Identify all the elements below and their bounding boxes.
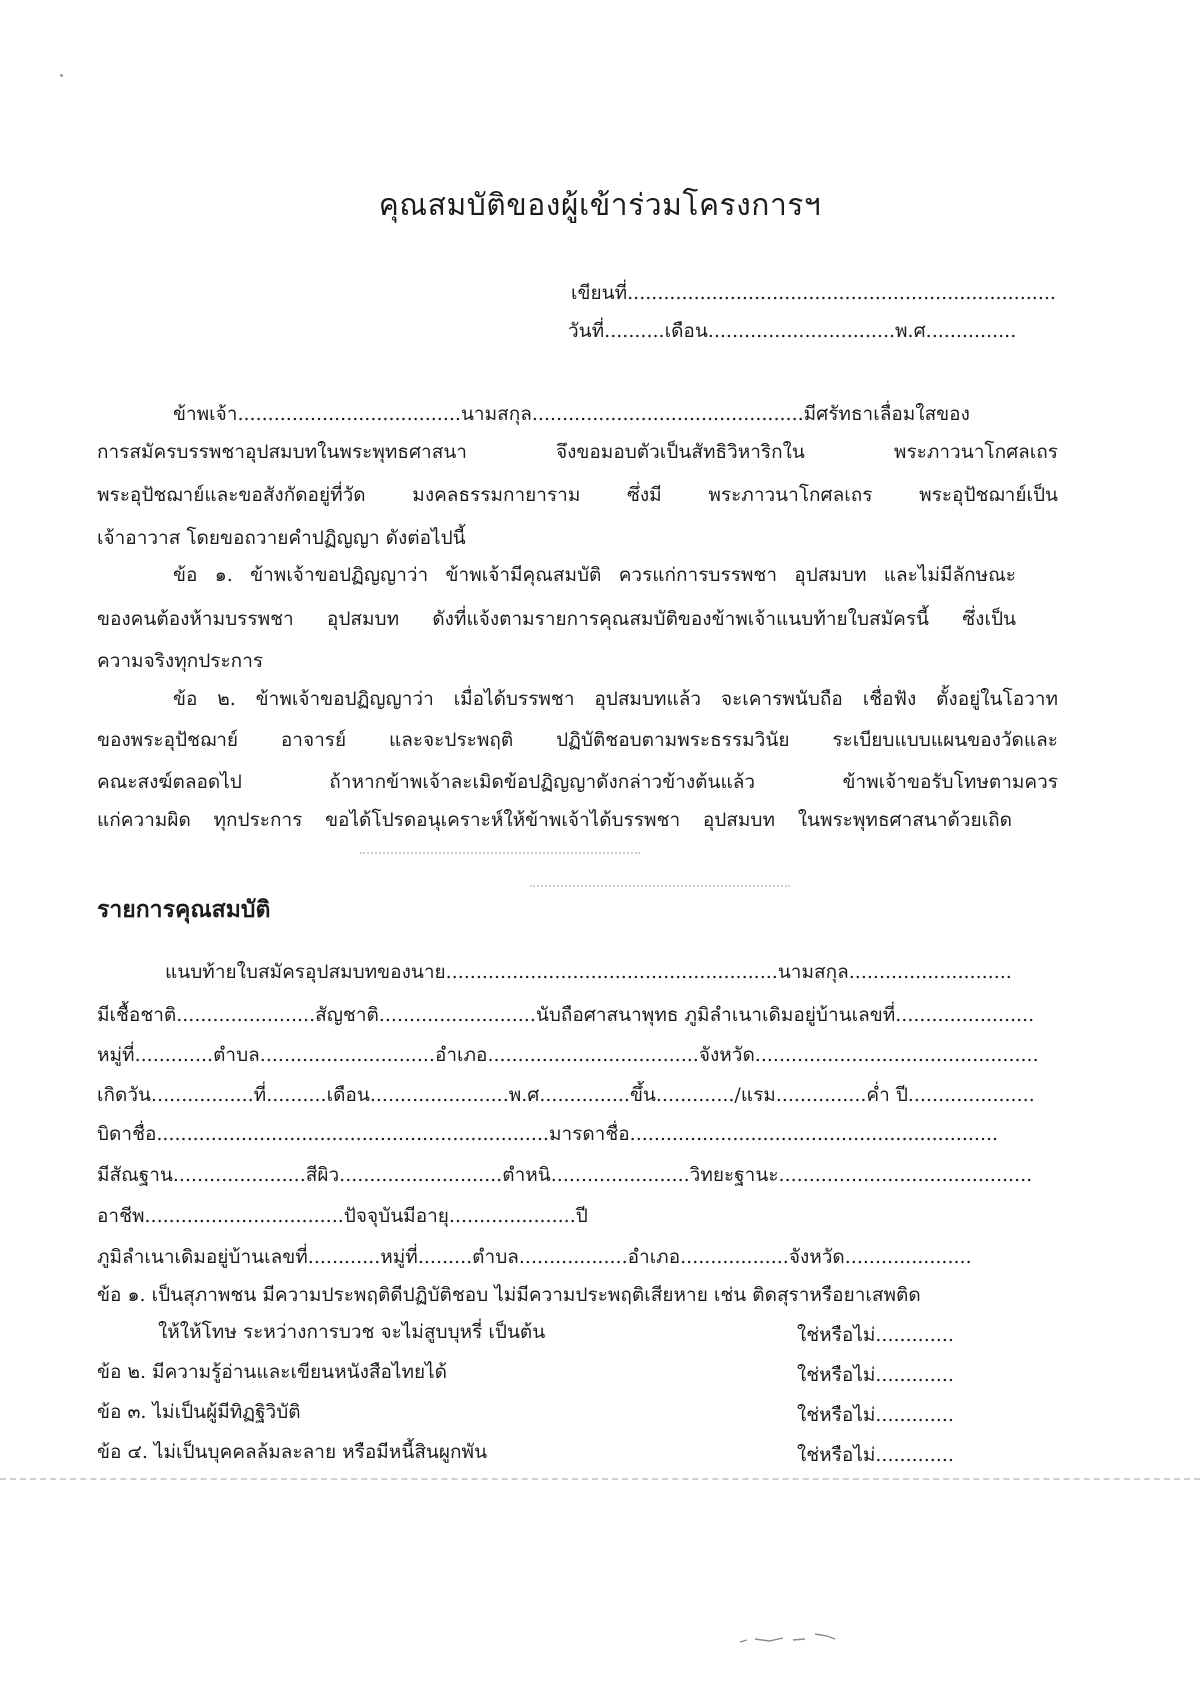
clause-2-line-3: คณะสงฆ์ตลอดไป ถ้าหากข้าพเจ้าละเมิดข้อปฏิญญาดังกล่าวข้างต้นแล้ว ข้าพเจ้าขอรับโทษตามควร xyxy=(97,771,1058,793)
declaration-line-3: พระอุปัชฌาย์และขอสังกัดอยู่ที่วัด มงคลธรรมกายาราม ซึ่งมี พระภาวนาโกศลเถร พระอุปัชฌาย์เป็น xyxy=(97,484,1058,506)
qualification-field-7: อาชีพ.................................ปัจจุบันมีอายุ.....................ปี xyxy=(97,1205,588,1227)
clause-1-line-2: ของคนต้องห้ามบรรพชา อุปสมบท ดังที่แจ้งตามรายการคุณสมบัติของข้าพเจ้าแนบท้ายใบสมัครนี้ ซึ่งเป็น xyxy=(97,608,1016,630)
clause-2-line-1: ข้อ ๒. ข้าพเจ้าขอปฏิญญาว่า เมื่อได้บรรพชา อุปสมบทแล้ว จะเคารพนับถือ เชื่อฟัง ตั้งอยู่ในโอวาท xyxy=(173,688,1058,710)
declaration-line-4: เจ้าอาวาส โดยขอถวายคำปฏิญญา ดังต่อไปนี้ xyxy=(97,527,466,549)
scan-fold-line xyxy=(0,1478,1200,1480)
date-line: วันที่..........เดือน...............................พ.ศ............... xyxy=(568,320,1017,342)
item-4-answer: ใช่หรือไม่............. xyxy=(797,1444,954,1466)
qualification-field-2: มีเชื้อชาติ.......................สัญชาติ..........................นับถือศาสนาพุทธ ภูมิลำเนาเดิมอยู่บ้านเลขที่....................... xyxy=(97,1004,1035,1026)
clause-1-line-3: ความจริงทุกประการ xyxy=(97,650,264,672)
page-title: คุณสมบัติของผู้เข้าร่วมโครงการฯ xyxy=(378,188,822,223)
qualification-field-6: มีสัณฐาน......................สีผิว...........................ตำหนิ.......................วิทยะฐานะ.......................................... xyxy=(97,1164,1033,1186)
clause-2-line-2: ของพระอุปัชฌาย์ อาจารย์ และจะประพฤติ ปฏิบัติชอบตามพระธรรมวินัย ระเบียบแบบแผนของวัดและ xyxy=(97,729,1058,751)
item-2-text: ข้อ ๒. มีความรู้อ่านและเขียนหนังสือไทยได้ xyxy=(97,1361,448,1383)
item-2-answer: ใช่หรือไม่............. xyxy=(797,1364,954,1386)
qualification-field-4: เกิดวัน.................ที่..........เดือน.......................พ.ศ...............ขึ้น............./แรม...............ค่ำ ปี..................... xyxy=(97,1084,1035,1106)
scan-mark xyxy=(735,1628,855,1648)
scan-smudge xyxy=(530,885,790,887)
scan-smudge xyxy=(360,852,640,854)
scan-speck xyxy=(60,74,63,77)
item-4-text: ข้อ ๔. ไม่เป็นบุคคลล้มละลาย หรือมีหนี้สินผูกพัน xyxy=(97,1441,488,1463)
item-3-text: ข้อ ๓. ไม่เป็นผู้มีทิฏฐิวิบัติ xyxy=(97,1401,301,1423)
declaration-line-2: การสมัครบรรพชาอุปสมบทในพระพุทธศาสนา จึงขอมอบตัวเป็นสัทธิวิหาริกใน พระภาวนาโกศลเถร xyxy=(97,441,1058,463)
qualification-field-5: บิดาชื่อ.................................................................มารดาชื่อ............................................................. xyxy=(97,1123,999,1145)
qualification-field-1: แนบท้ายใบสมัครอุปสมบทของนาย.......................................................นามสกุล........................... xyxy=(165,961,1012,983)
qualifications-heading: รายการคุณสมบัติ xyxy=(97,896,271,923)
item-1-continuation: ให้ให้โทษ ระหว่างการบวช จะไม่สูบบุหรี่ เป็นต้น xyxy=(158,1321,546,1343)
item-1-text: ข้อ ๑. เป็นสุภาพชน มีความประพฤติดีปฏิบัติชอบ ไม่มีความประพฤติเสียหาย เช่น ติดสุราหรือยาเสพติด xyxy=(97,1284,921,1306)
qualification-field-3: หมู่ที่.............ตำบล.............................อำเภอ...................................จังหวัด............................................... xyxy=(97,1044,1039,1066)
declaration-line-1: ข้าพเจ้า.....................................นามสกุล.............................................มีศรัทธาเลื่อมใสของ xyxy=(173,403,970,425)
qualification-field-8: ภูมิลำเนาเดิมอยู่บ้านเลขที่............หมู่ที่.........ตำบล..................อำเภอ..................จังหวัด..................... xyxy=(97,1246,972,1268)
written-at-line: เขียนที่....................................................................... xyxy=(571,282,1056,304)
clause-1-line-1: ข้อ ๑. ข้าพเจ้าขอปฏิญญาว่า ข้าพเจ้ามีคุณสมบัติ ควรแก่การบรรพชา อุปสมบท และไม่มีลักษณะ xyxy=(173,564,1016,586)
item-3-answer: ใช่หรือไม่............. xyxy=(797,1404,954,1426)
item-1-answer: ใช่หรือไม่............. xyxy=(797,1324,954,1346)
clause-2-line-4: แก่ความผิด ทุกประการ ขอได้โปรดอนุเคราะห์ให้ข้าพเจ้าได้บรรพชา อุปสมบท ในพระพุทธศาสนาด้วยเถิด xyxy=(97,809,1012,831)
